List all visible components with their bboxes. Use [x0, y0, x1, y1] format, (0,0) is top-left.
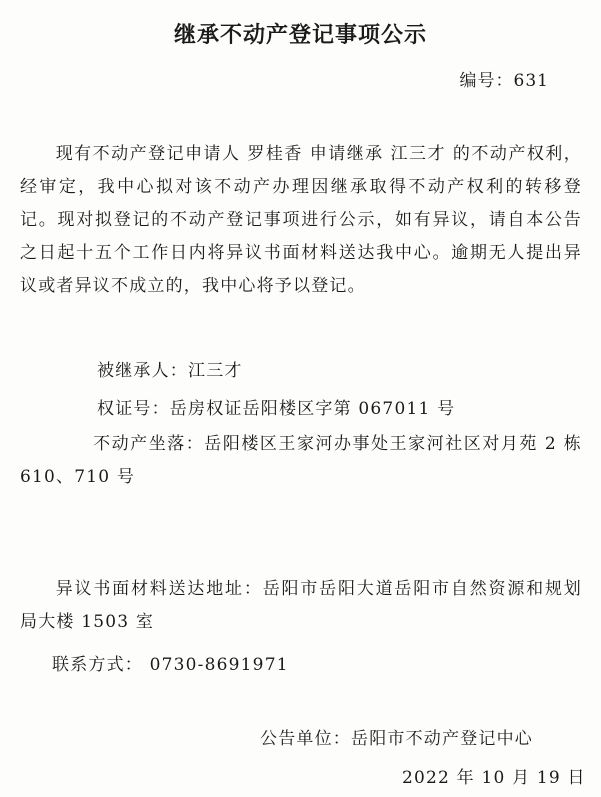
- issuer-line: 公告单位：岳阳市不动产登记中心: [260, 729, 533, 749]
- decedent-line: 被继承人：江三才: [97, 361, 243, 381]
- main-paragraph: 现有不动产登记申请人 罗桂香 申请继承 江三才 的不动产权利，经审定，我中心拟对该不动产办理因继承取得不动产权利的转移登记。现对拟登记的不动产登记事项进行公示，如有异议，请自本公告之日起十五个工作日内将异议书面材料送达我中心。逾期无人提出异议或者异议不成立的，我中心将予以登记。: [20, 144, 582, 296]
- document-title: 继承不动产登记事项公示: [173, 23, 427, 48]
- document-number: 编号：631: [459, 71, 549, 91]
- contact-line: 联系方式： 0730-8691971: [52, 655, 289, 675]
- certificate-number-line: 权证号：岳房权证岳阳楼区字第 067011 号: [97, 399, 456, 419]
- objection-address-paragraph: 异议书面材料送达地址：岳阳市岳阳大道岳阳市自然资源和规划局大楼 1503 室: [20, 579, 582, 632]
- date-line: 2022 年 10 月 19 日: [402, 768, 586, 788]
- property-location-line: 不动产坐落：岳阳楼区王家河办事处王家河社区对月苑 2 栋 610、710 号: [20, 434, 582, 487]
